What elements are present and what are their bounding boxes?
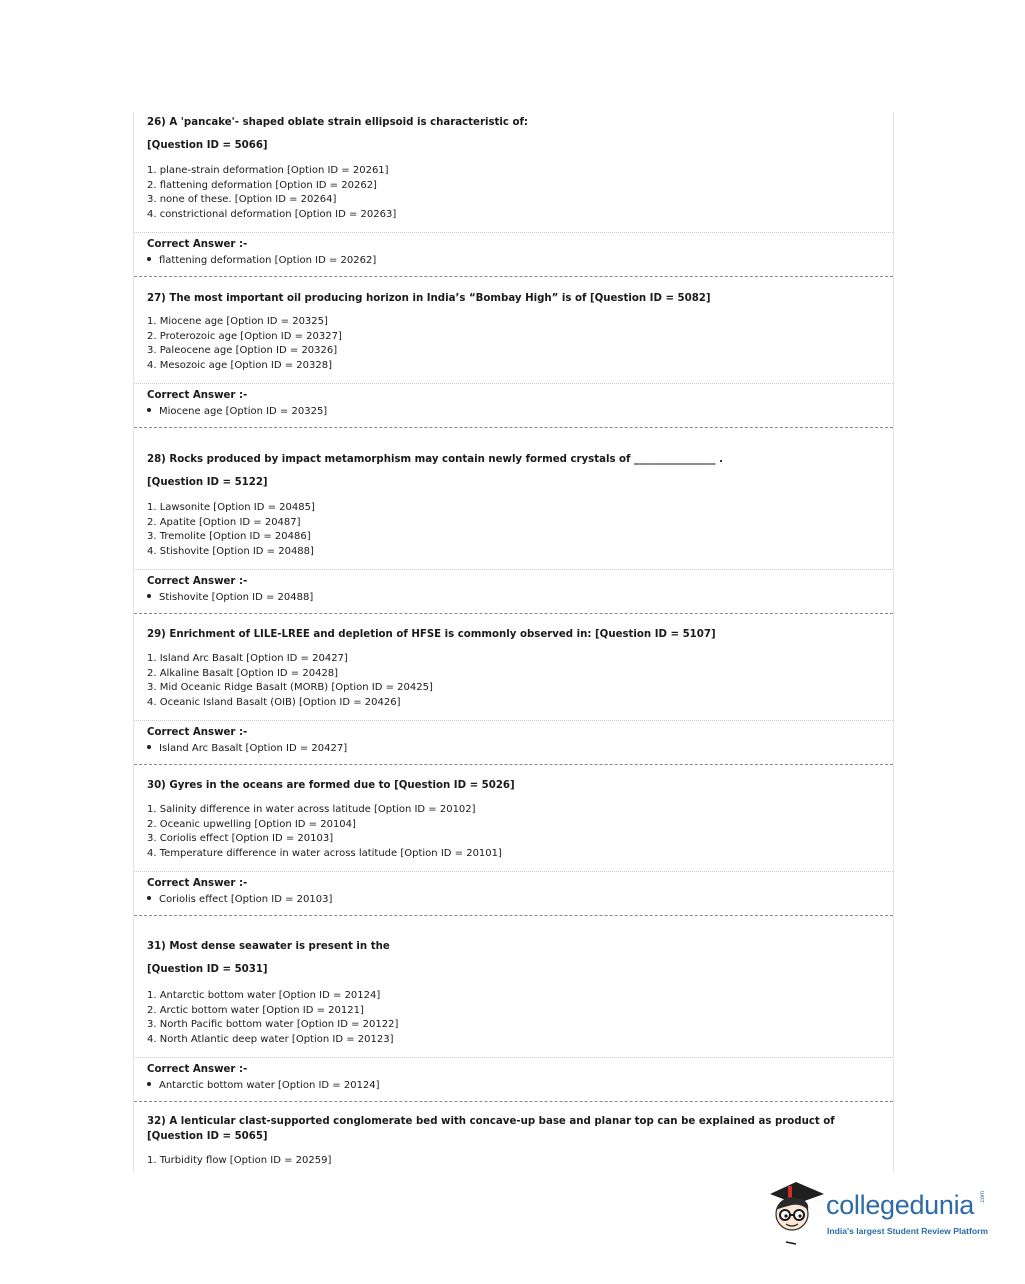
question-30-option-1: 1. Salinity difference in water across latitude [Option ID = 20102] [147,804,476,815]
question-28-option-3: 3. Tremolite [Option ID = 20486] [147,531,311,542]
question-30-answer-label: Correct Answer :- [147,878,248,889]
question-31-answer-text: Antarctic bottom water [Option ID = 20124] [159,1080,380,1091]
question-28-option-2: 2. Apatite [Option ID = 20487] [147,517,301,528]
question-30-option-3: 3. Coriolis effect [Option ID = 20103] [147,833,334,844]
question-27-option-4: 4. Mesozoic age [Option ID = 20328] [147,360,333,371]
question-separator [134,915,893,916]
question-sheet [133,112,894,1172]
bullet-icon [147,1082,151,1086]
question-27-option-3: 3. Paleocene age [Option ID = 20326] [147,345,338,356]
question-31-option-4: 4. North Atlantic deep water [Option ID = 20123] [147,1034,394,1045]
divider [134,871,893,872]
question-31-option-1: 1. Antarctic bottom water [Option ID = 20124] [147,990,381,1001]
question-26-id: [Question ID = 5066] [147,140,268,151]
question-separator [134,427,893,428]
question-28-text: 28) Rocks produced by impact metamorphism may contain newly formed crystals of ________________ . [147,454,723,465]
question-30-option-2: 2. Oceanic upwelling [Option ID = 20104] [147,819,356,830]
divider [134,720,893,721]
question-27-answer-text: Miocene age [Option ID = 20325] [159,406,328,417]
question-28-option-1: 1. Lawsonite [Option ID = 20485] [147,502,315,513]
question-29-answer [147,743,347,754]
question-31-answer-label: Correct Answer :- [147,1064,248,1075]
question-29-option-3: 3. Mid Oceanic Ridge Basalt (MORB) [Option ID = 20425] [147,682,433,693]
question-26-option-1: 1. plane-strain deformation [Option ID = 20261] [147,165,389,176]
bullet-icon [147,257,151,261]
question-26-answer-label: Correct Answer :- [147,239,248,250]
logo-suffix: .com [980,1190,986,1204]
divider [134,232,893,233]
logo-wordmark: collegedunia [826,1190,975,1220]
mascot-icon [766,1178,826,1250]
question-28-answer-label: Correct Answer :- [147,576,248,587]
question-separator [134,276,893,277]
bullet-icon [147,745,151,749]
question-29-answer-text: Island Arc Basalt [Option ID = 20427] [159,743,348,754]
question-26-answer [147,255,376,266]
question-26-option-3: 3. none of these. [Option ID = 20264] [147,194,337,205]
question-31-option-2: 2. Arctic bottom water [Option ID = 20121] [147,1005,364,1016]
question-32-text: 32) A lenticular clast-supported conglomerate bed with concave-up base and planar top can be explained as product of [Question ID = 5065] [147,1116,835,1142]
question-26-option-2: 2. flattening deformation [Option ID = 20262] [147,180,377,191]
question-29-option-1: 1. Island Arc Basalt [Option ID = 20427] [147,653,348,664]
divider [134,1057,893,1058]
bullet-icon [147,408,151,412]
question-30-text: 30) Gyres in the oceans are formed due to [Question ID = 5026] [147,780,515,791]
question-27-text: 27) The most important oil producing horizon in India’s “Bombay High” is of [Question ID = 5082] [147,293,711,304]
question-separator [134,764,893,765]
divider [134,569,893,570]
question-29-text: 29) Enrichment of LILE-LREE and depletion of HFSE is commonly observed in: [Question ID = 5107] [147,629,716,640]
question-29-option-4: 4. Oceanic Island Basalt (OIB) [Option ID = 20426] [147,697,401,708]
question-27-option-2: 2. Proterozoic age [Option ID = 20327] [147,331,342,342]
question-27-answer [147,406,327,417]
question-26-text: 26) A 'pancake'- shaped oblate strain ellipsoid is characteristic of: [147,117,528,128]
collegedunia-logo[interactable] [766,1178,996,1250]
question-26-answer-text: flattening deformation [Option ID = 20262] [159,255,377,266]
question-29-option-2: 2. Alkaline Basalt [Option ID = 20428] [147,668,339,679]
logo-tagline: India's largest Student Review Platform [827,1226,989,1236]
bullet-icon [147,896,151,900]
question-27-option-1: 1. Miocene age [Option ID = 20325] [147,316,328,327]
question-28-id: [Question ID = 5122] [147,477,268,488]
question-separator [134,1101,893,1102]
question-separator [134,613,893,614]
question-31-answer [147,1080,380,1091]
question-31-text: 31) Most dense seawater is present in the [147,941,390,952]
question-28-option-4: 4. Stishovite [Option ID = 20488] [147,546,314,557]
question-31-option-3: 3. North Pacific bottom water [Option ID = 20122] [147,1019,399,1030]
bullet-icon [147,594,151,598]
question-31-id: [Question ID = 5031] [147,964,268,975]
question-30-answer-text: Coriolis effect [Option ID = 20103] [159,894,333,905]
question-26-option-4: 4. constrictional deformation [Option ID = 20263] [147,209,397,220]
question-32-option-1: 1. Turbidity flow [Option ID = 20259] [147,1155,332,1166]
divider [134,383,893,384]
question-30-answer [147,894,332,905]
question-30-option-4: 4. Temperature difference in water across latitude [Option ID = 20101] [147,848,502,859]
question-29-answer-label: Correct Answer :- [147,727,248,738]
question-27-answer-label: Correct Answer :- [147,390,248,401]
question-28-answer [147,592,313,603]
question-28-answer-text: Stishovite [Option ID = 20488] [159,592,314,603]
